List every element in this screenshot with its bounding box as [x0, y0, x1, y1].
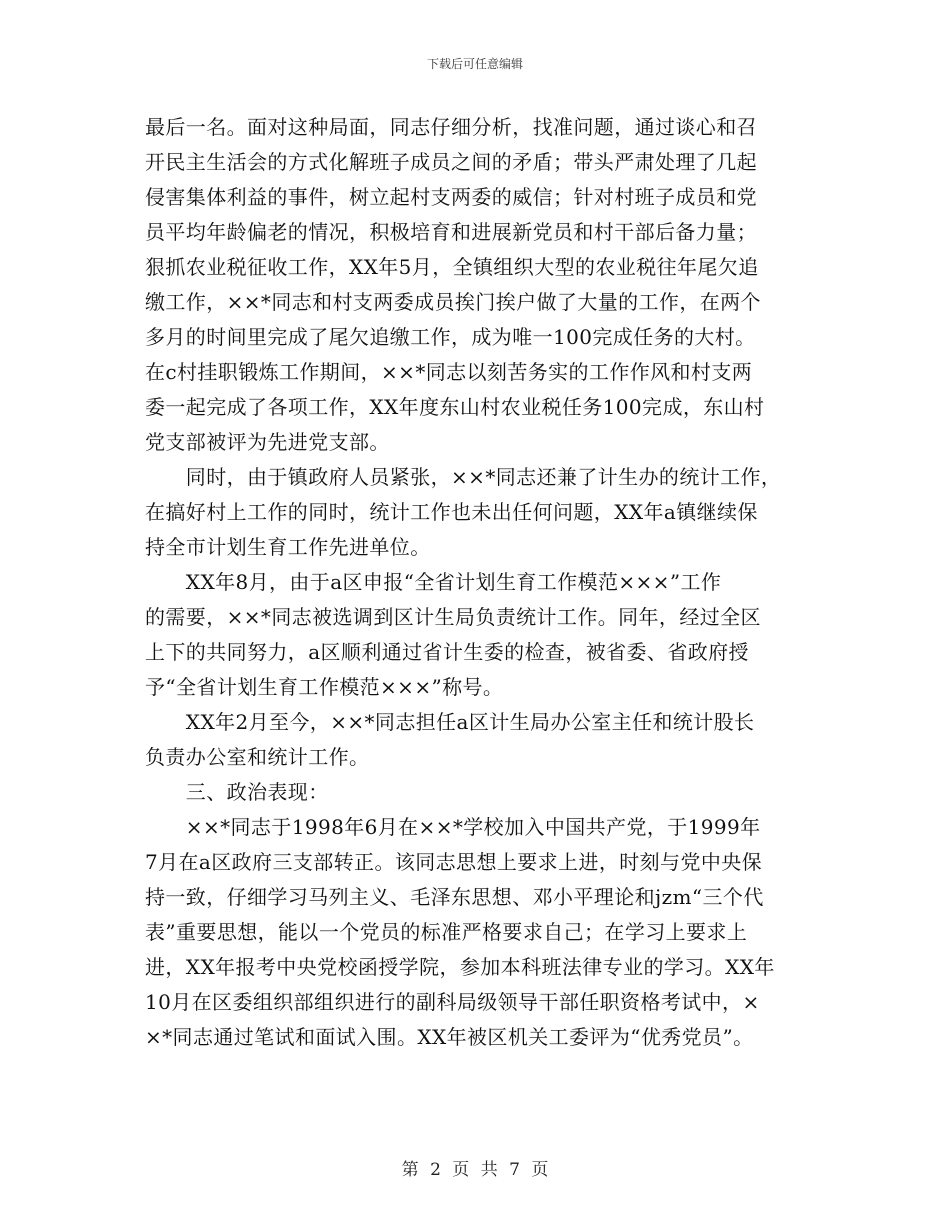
page-header: 下载后可任意编辑: [426, 57, 523, 71]
text-line: 同时，由于镇政府人员紧张，××*同志还兼了计生办的统计工作，: [145, 465, 782, 489]
text-line: 多月的时间里完成了尾欠追缴工作，成为唯一100完成任务的大村。: [145, 325, 756, 349]
text-line: 狠抓农业税征收工作，XX年5月，全镇组织大型的农业税往年尾欠追: [145, 255, 759, 279]
text-line: 予“全省计划生育工作模范×××”称号。: [145, 675, 504, 699]
text-line: 在搞好村上工作的同时，统计工作也未出任何问题，XX年a镇继续保: [145, 500, 758, 524]
text-line: 员平均年龄偏老的情况，积极培育和进展新党员和村干部后备力量；: [145, 220, 757, 244]
text-line: 持一致，仔细学习马列主义、毛泽东思想、邓小平理论和jzm“三个代: [145, 885, 764, 909]
text-line: ×*同志通过笔试和面试入围。XX年被区机关工委评为“优秀党员”。: [145, 1025, 754, 1049]
text-line: 侵害集体利益的事件，树立起村支两委的威信；针对村班子成员和党: [145, 185, 757, 209]
text-line: 在c村挂职锻炼工作期间，××*同志以刻苦务实的工作作风和村支两: [145, 360, 753, 384]
text-line: 三、政治表现：: [145, 780, 329, 804]
text-line: 进，XX年报考中央党校函授学院，参加本科班法律专业的学习。XX年: [145, 955, 775, 979]
text-line: XX年8月，由于a区申报“全省计划生育工作模范×××”工作: [145, 570, 722, 594]
text-line: 的需要，××*同志被选调到区计生局负责统计工作。同年，经过全区: [145, 605, 761, 629]
text-line: 表”重要思想，能以一个党员的标准严格要求自己；在学习上要求上: [145, 920, 748, 944]
text-line: 7月在a区政府三支部转正。该同志思想上要求上进，时刻与党中央保: [145, 850, 763, 874]
text-line: 缴工作，××*同志和村支两委成员挨门挨户做了大量的工作，在两个: [145, 290, 761, 314]
text-line: 10月在区委组织部组织进行的副科局级领导干部任职资格考试中，×: [145, 990, 760, 1014]
page-footer: 第 2 页 共 7 页: [401, 1160, 549, 1180]
text-line: 最后一名。面对这种局面，同志仔细分析，找准问题，通过谈心和召: [145, 115, 757, 139]
text-line: 上下的共同努力，a区顺利通过省计生委的检查，被省委、省政府授: [145, 640, 749, 664]
text-line: 委一起完成了各项工作，XX年度东山村农业税任务100完成，东山村: [145, 395, 765, 419]
text-line: 持全市计划生育工作先进单位。: [145, 535, 431, 559]
document-body: [145, 110, 810, 1055]
text-line: 负责办公室和统计工作。: [145, 745, 370, 769]
text-line: ××*同志于1998年6月在××*学校加入中国共产党，于1999年: [145, 815, 761, 839]
text-line: 党支部被评为先进党支部。: [145, 430, 390, 454]
text-line: XX年2月至今，××*同志担任a区计生局办公室主任和统计股长: [145, 710, 755, 734]
text-line: 开民主生活会的方式化解班子成员之间的矛盾；带头严肃处理了几起: [145, 150, 757, 174]
